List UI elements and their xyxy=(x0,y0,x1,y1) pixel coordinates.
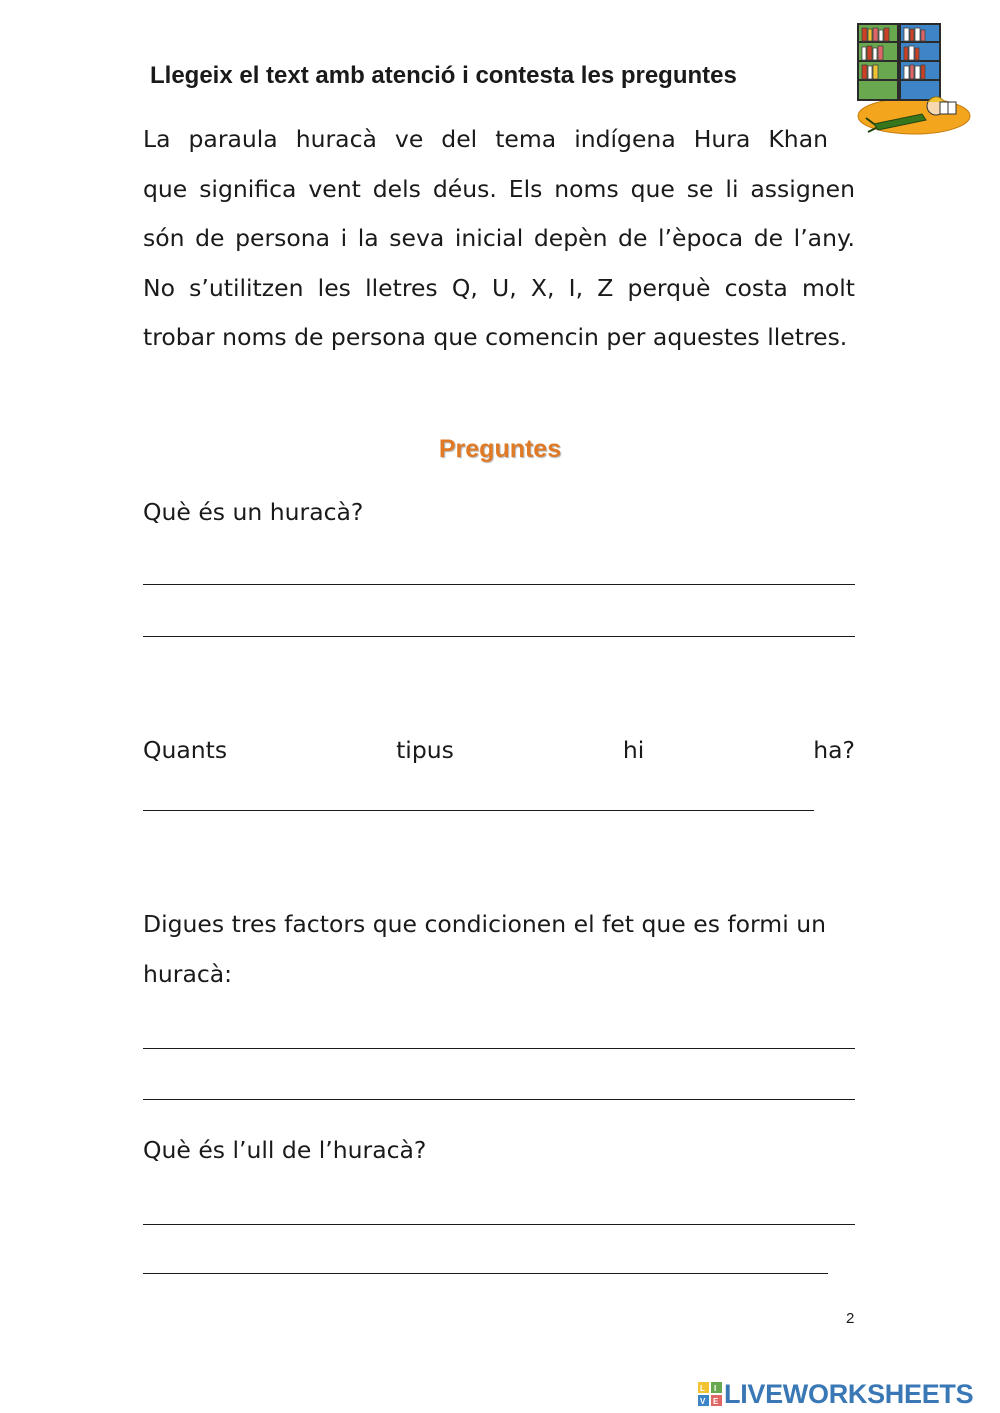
liveworksheets-logo-icon xyxy=(698,1382,722,1406)
svg-text:E: E xyxy=(713,1397,719,1406)
worksheet-title: Llegeix el text amb atenció i contesta les preguntes xyxy=(150,62,737,89)
answer-line-2[interactable] xyxy=(143,810,814,811)
svg-text:L: L xyxy=(700,1384,705,1393)
reading-child-bookshelf-icon xyxy=(852,20,972,138)
svg-text:I: I xyxy=(714,1384,717,1393)
answer-line-4a[interactable] xyxy=(143,1224,855,1225)
reading-passage xyxy=(143,115,855,363)
brand-name: LIVEWORKSHEETS xyxy=(724,1378,974,1409)
liveworksheets-brand[interactable] xyxy=(698,1378,973,1410)
svg-text:V: V xyxy=(700,1397,706,1406)
passage-body: que significa vent dels déus. Els noms que se li assignen són de persona i la seva inicial depèn de l’època de l’any. No s’utilitzen les lletres Q, U, X, I, Z perquè costa molt trobar noms de persona que comencin per aquestes lletres. xyxy=(143,174,855,352)
answer-line-4b[interactable] xyxy=(143,1273,828,1274)
answer-line-3b[interactable] xyxy=(143,1099,855,1100)
question-3: Digues tres factors que condicionen el fet que es formi un huracà: xyxy=(143,910,826,988)
questions-heading: Preguntes xyxy=(438,435,562,463)
question-1: Què és un huracà? xyxy=(143,498,364,526)
question-2: Quants tipus hi ha? xyxy=(143,736,855,764)
answer-line-1a[interactable] xyxy=(143,584,855,585)
page-number: 2 xyxy=(846,1310,855,1327)
answer-line-3a[interactable] xyxy=(143,1048,855,1049)
question-4: Què és l’ull de l’huracà? xyxy=(143,1136,427,1164)
answer-line-1b[interactable] xyxy=(143,636,855,637)
passage-first-line: La paraula huracà ve del tema indígena Hura Khan xyxy=(143,125,828,153)
